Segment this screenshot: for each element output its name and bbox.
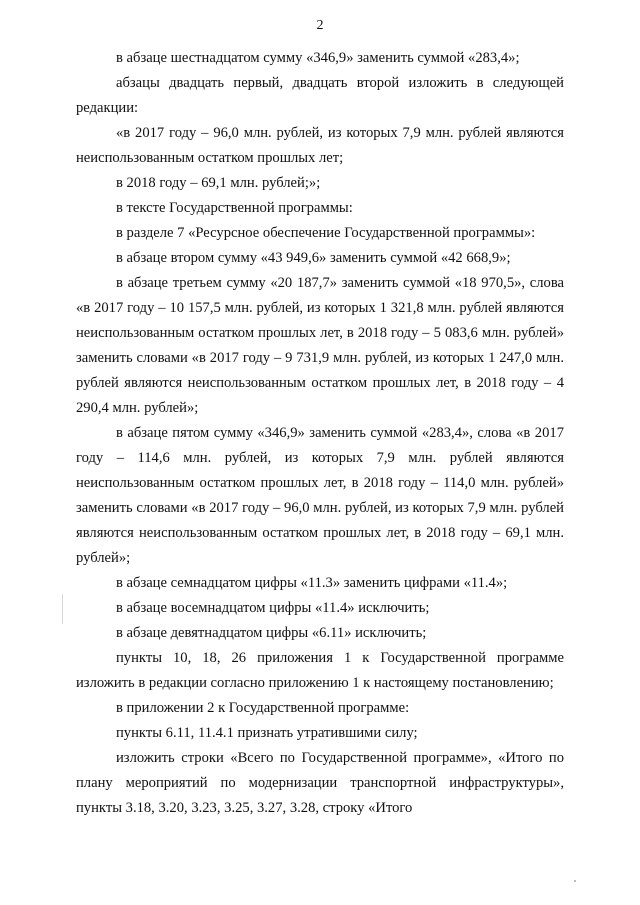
paragraph-5: в тексте Государственной программы: [116, 200, 353, 216]
paragraph-3: «в 2017 году – 96,0 млн. рублей, из которых 7,9 млн. рублей являются неиспользованным остатком прошлых лет; [76, 125, 564, 166]
paragraph-2: абзацы двадцать первый, двадцать второй изложить в следующей редакции: [76, 75, 564, 116]
paragraph-14: в приложении 2 к Государственной программе: [116, 700, 410, 716]
paragraph-9: в абзаце пятом сумму «346,9» заменить суммой «283,4», слова «в 2017 году – 114,6 млн. рублей, из которых 7,9 млн. рублей являются неиспользованным остатком прошлых лет, в 2018 году – 114,0 млн. рублей» заменить словами «в 2017 году – 96,0 млн. рублей, из которых 7,9 млн. рублей являются неиспользованным остатком прошлых лет, в 2018 году – 69,1 млн. рублей»; [76, 425, 564, 566]
paragraph-16: изложить строки «Всего по Государственной программе», «Итого по плану мероприятий по модернизации транспортной инфраструктуры», пункты 3.18, 3.20, 3.23, 3.25, 3.27, 3.28, строку «Итого [76, 750, 564, 816]
paragraph-1: в абзаце шестнадцатом сумму «346,9» заменить суммой «283,4»; [116, 50, 520, 66]
paragraph-6: в разделе 7 «Ресурсное обеспечение Государственной программы»: [116, 225, 536, 241]
paragraph-10: в абзаце семнадцатом цифры «11.3» заменить цифрами «11.4»; [116, 575, 508, 591]
paragraph-8: в абзаце третьем сумму «20 187,7» заменить суммой «18 970,5», слова «в 2017 году – 10 157,5 млн. рублей, из которых 1 321,8 млн. рублей являются неиспользованным остатком прошлых лет, в 2018 году – 5 083,6 млн. рублей» заменить словами «в 2017 году – 9 731,9 млн. рублей, из которых 1 247,0 млн. рублей являются неиспользованным остатком прошлых лет, в 2018 году – 4 290,4 млн. рублей»; [76, 275, 564, 416]
paragraph-4: в 2018 году – 69,1 млн. рублей;»; [116, 175, 321, 191]
paragraph-13: пункты 10, 18, 26 приложения 1 к Государственной программе изложить в редакции согласно приложению 1 к настоящему постановлению; [76, 650, 564, 691]
paragraph-11: в абзаце восемнадцатом цифры «11.4» исключить; [116, 600, 430, 616]
paragraph-15: пункты 6.11, 11.4.1 признать утратившими силу; [116, 725, 418, 741]
scan-artifact-line [62, 594, 63, 624]
paragraph-12: в абзаце девятнадцатом цифры «6.11» исключить; [116, 625, 427, 641]
page-number: 2 [316, 18, 324, 33]
paragraph-7: в абзаце втором сумму «43 949,6» заменить суммой «42 668,9»; [116, 250, 511, 266]
scan-artifact-dot [574, 880, 576, 882]
document-body [76, 46, 564, 821]
